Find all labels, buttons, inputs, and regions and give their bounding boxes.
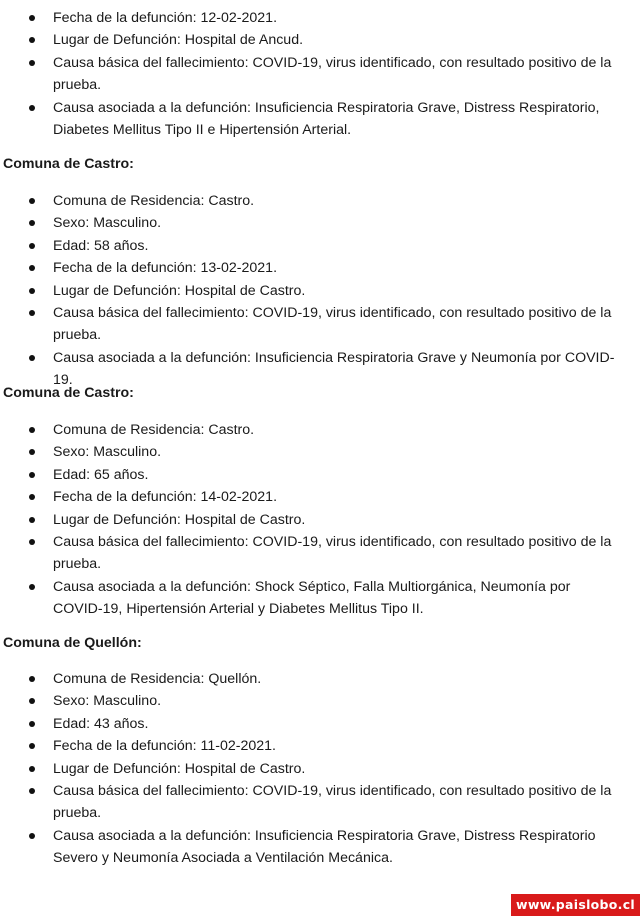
bullet-icon [29, 288, 35, 294]
bullet-icon [29, 220, 35, 226]
section-heading: Comuna de Castro: [3, 385, 134, 401]
bullet-icon [29, 449, 35, 455]
list-item [0, 668, 640, 690]
list-item [0, 758, 640, 780]
bullet-icon [29, 494, 35, 500]
list-item-text: Comuna de Residencia: Castro. [53, 193, 255, 209]
list-item-text: Sexo: Masculino. [53, 444, 162, 461]
list-item [0, 97, 640, 142]
list-item [0, 825, 640, 870]
list-item-text: Sexo: Masculino. [53, 215, 162, 232]
list-item [0, 486, 640, 508]
bullet-list [0, 668, 640, 870]
list-item [0, 441, 640, 463]
list-item [0, 713, 640, 735]
bullet-list [0, 190, 640, 392]
list-item [0, 576, 640, 621]
section-castro-1 [0, 190, 640, 392]
list-item-text: Edad: 58 años. [53, 237, 149, 254]
bullet-icon [29, 743, 35, 749]
bullet-icon [29, 355, 35, 361]
bullet-list [0, 7, 640, 141]
list-item-text: Causa asociada a la defunción: Shock Séptico, Falla Multiorgánica, Neumonía por COVID-19, Hipertensión Arterial y Diabetes Mellitus Tipo II. [53, 578, 571, 618]
section-heading-quellon-wrap [0, 632, 640, 654]
list-item-text: Edad: 43 años. [53, 715, 149, 732]
list-item-text: Edad: 65 años. [53, 466, 149, 483]
section-quellon [0, 668, 640, 870]
bullet-icon [29, 584, 35, 590]
bullet-icon [29, 243, 35, 249]
section-heading-castro-1-wrap [0, 153, 640, 175]
list-item-text: Lugar de Defunción: Hospital de Ancud. [53, 32, 304, 49]
section-castro-2 [0, 419, 640, 621]
list-item-text: Fecha de la defunción: 13-02-2021. [53, 260, 278, 277]
bullet-icon [29, 788, 35, 794]
list-item [0, 7, 640, 29]
bullet-icon [29, 517, 35, 523]
bullet-icon [29, 539, 35, 545]
bullet-icon [29, 15, 35, 21]
list-item-text: Fecha de la defunción: 12-02-2021. [53, 10, 278, 26]
list-item [0, 257, 640, 279]
bullet-icon [29, 766, 35, 772]
list-item-text: Comuna de Residencia: Quellón. [53, 671, 262, 687]
section-continued [0, 7, 640, 141]
list-item-text: Comuna de Residencia: Castro. [53, 422, 255, 438]
list-item [0, 780, 640, 825]
list-item [0, 190, 640, 212]
section-heading-castro-2-wrap [0, 382, 640, 404]
bullet-icon [29, 833, 35, 839]
bullet-list [0, 419, 640, 621]
list-item-text: Lugar de Defunción: Hospital de Castro. [53, 511, 306, 528]
list-item [0, 464, 640, 486]
list-item [0, 735, 640, 757]
list-item-text: Causa básica del fallecimiento: COVID-19, virus identificado, con resultado positivo de la prueba. [53, 305, 612, 344]
list-item [0, 235, 640, 257]
section-heading: Comuna de Quellón: [3, 635, 142, 651]
list-item [0, 302, 640, 347]
list-item-text: Fecha de la defunción: 14-02-2021. [53, 489, 278, 506]
bullet-icon [29, 472, 35, 478]
section-heading: Comuna de Castro: [3, 156, 134, 172]
watermark-link[interactable]: www.paislobo.cl [511, 894, 640, 916]
list-item-text: Causa básica del fallecimiento: COVID-19, virus identificado, con resultado positivo de la prueba. [53, 783, 612, 822]
bullet-icon [29, 198, 35, 204]
bullet-icon [29, 676, 35, 682]
bullet-icon [29, 721, 35, 727]
list-item [0, 52, 640, 97]
list-item [0, 29, 640, 51]
list-item-text: Causa asociada a la defunción: Insuficiencia Respiratoria Grave y Neumonía por COVID-19. [53, 349, 615, 389]
list-item-text: Fecha de la defunción: 11-02-2021. [53, 738, 276, 755]
list-item [0, 419, 640, 441]
list-item [0, 509, 640, 531]
list-item [0, 280, 640, 302]
list-item-text: Lugar de Defunción: Hospital de Castro. [53, 760, 306, 777]
bullet-icon [29, 105, 35, 111]
list-item [0, 690, 640, 712]
list-item [0, 531, 640, 576]
list-item-text: Lugar de Defunción: Hospital de Castro. [53, 282, 306, 299]
bullet-icon [29, 37, 35, 43]
bullet-icon [29, 310, 35, 316]
list-item-text: Sexo: Masculino. [53, 693, 162, 710]
list-item-text: Causa asociada a la defunción: Insuficiencia Respiratoria Grave, Distress Respiratorio, Diabetes Mellitus Tipo II e Hipertensión Arterial. [53, 99, 600, 139]
list-item [0, 212, 640, 234]
bullet-icon [29, 698, 35, 704]
bullet-icon [29, 427, 35, 433]
bullet-icon [29, 265, 35, 271]
list-item-text: Causa básica del fallecimiento: COVID-19, virus identificado, con resultado positivo de la prueba. [53, 534, 612, 573]
list-item-text: Causa básica del fallecimiento: COVID-19, virus identificado, con resultado positivo de la prueba. [53, 54, 612, 94]
list-item-text: Causa asociada a la defunción: Insuficiencia Respiratoria Grave, Distress Respiratorio Severo y Neumonía Asociada a Ventilación Mecánica. [53, 827, 596, 867]
bullet-icon [29, 60, 35, 66]
